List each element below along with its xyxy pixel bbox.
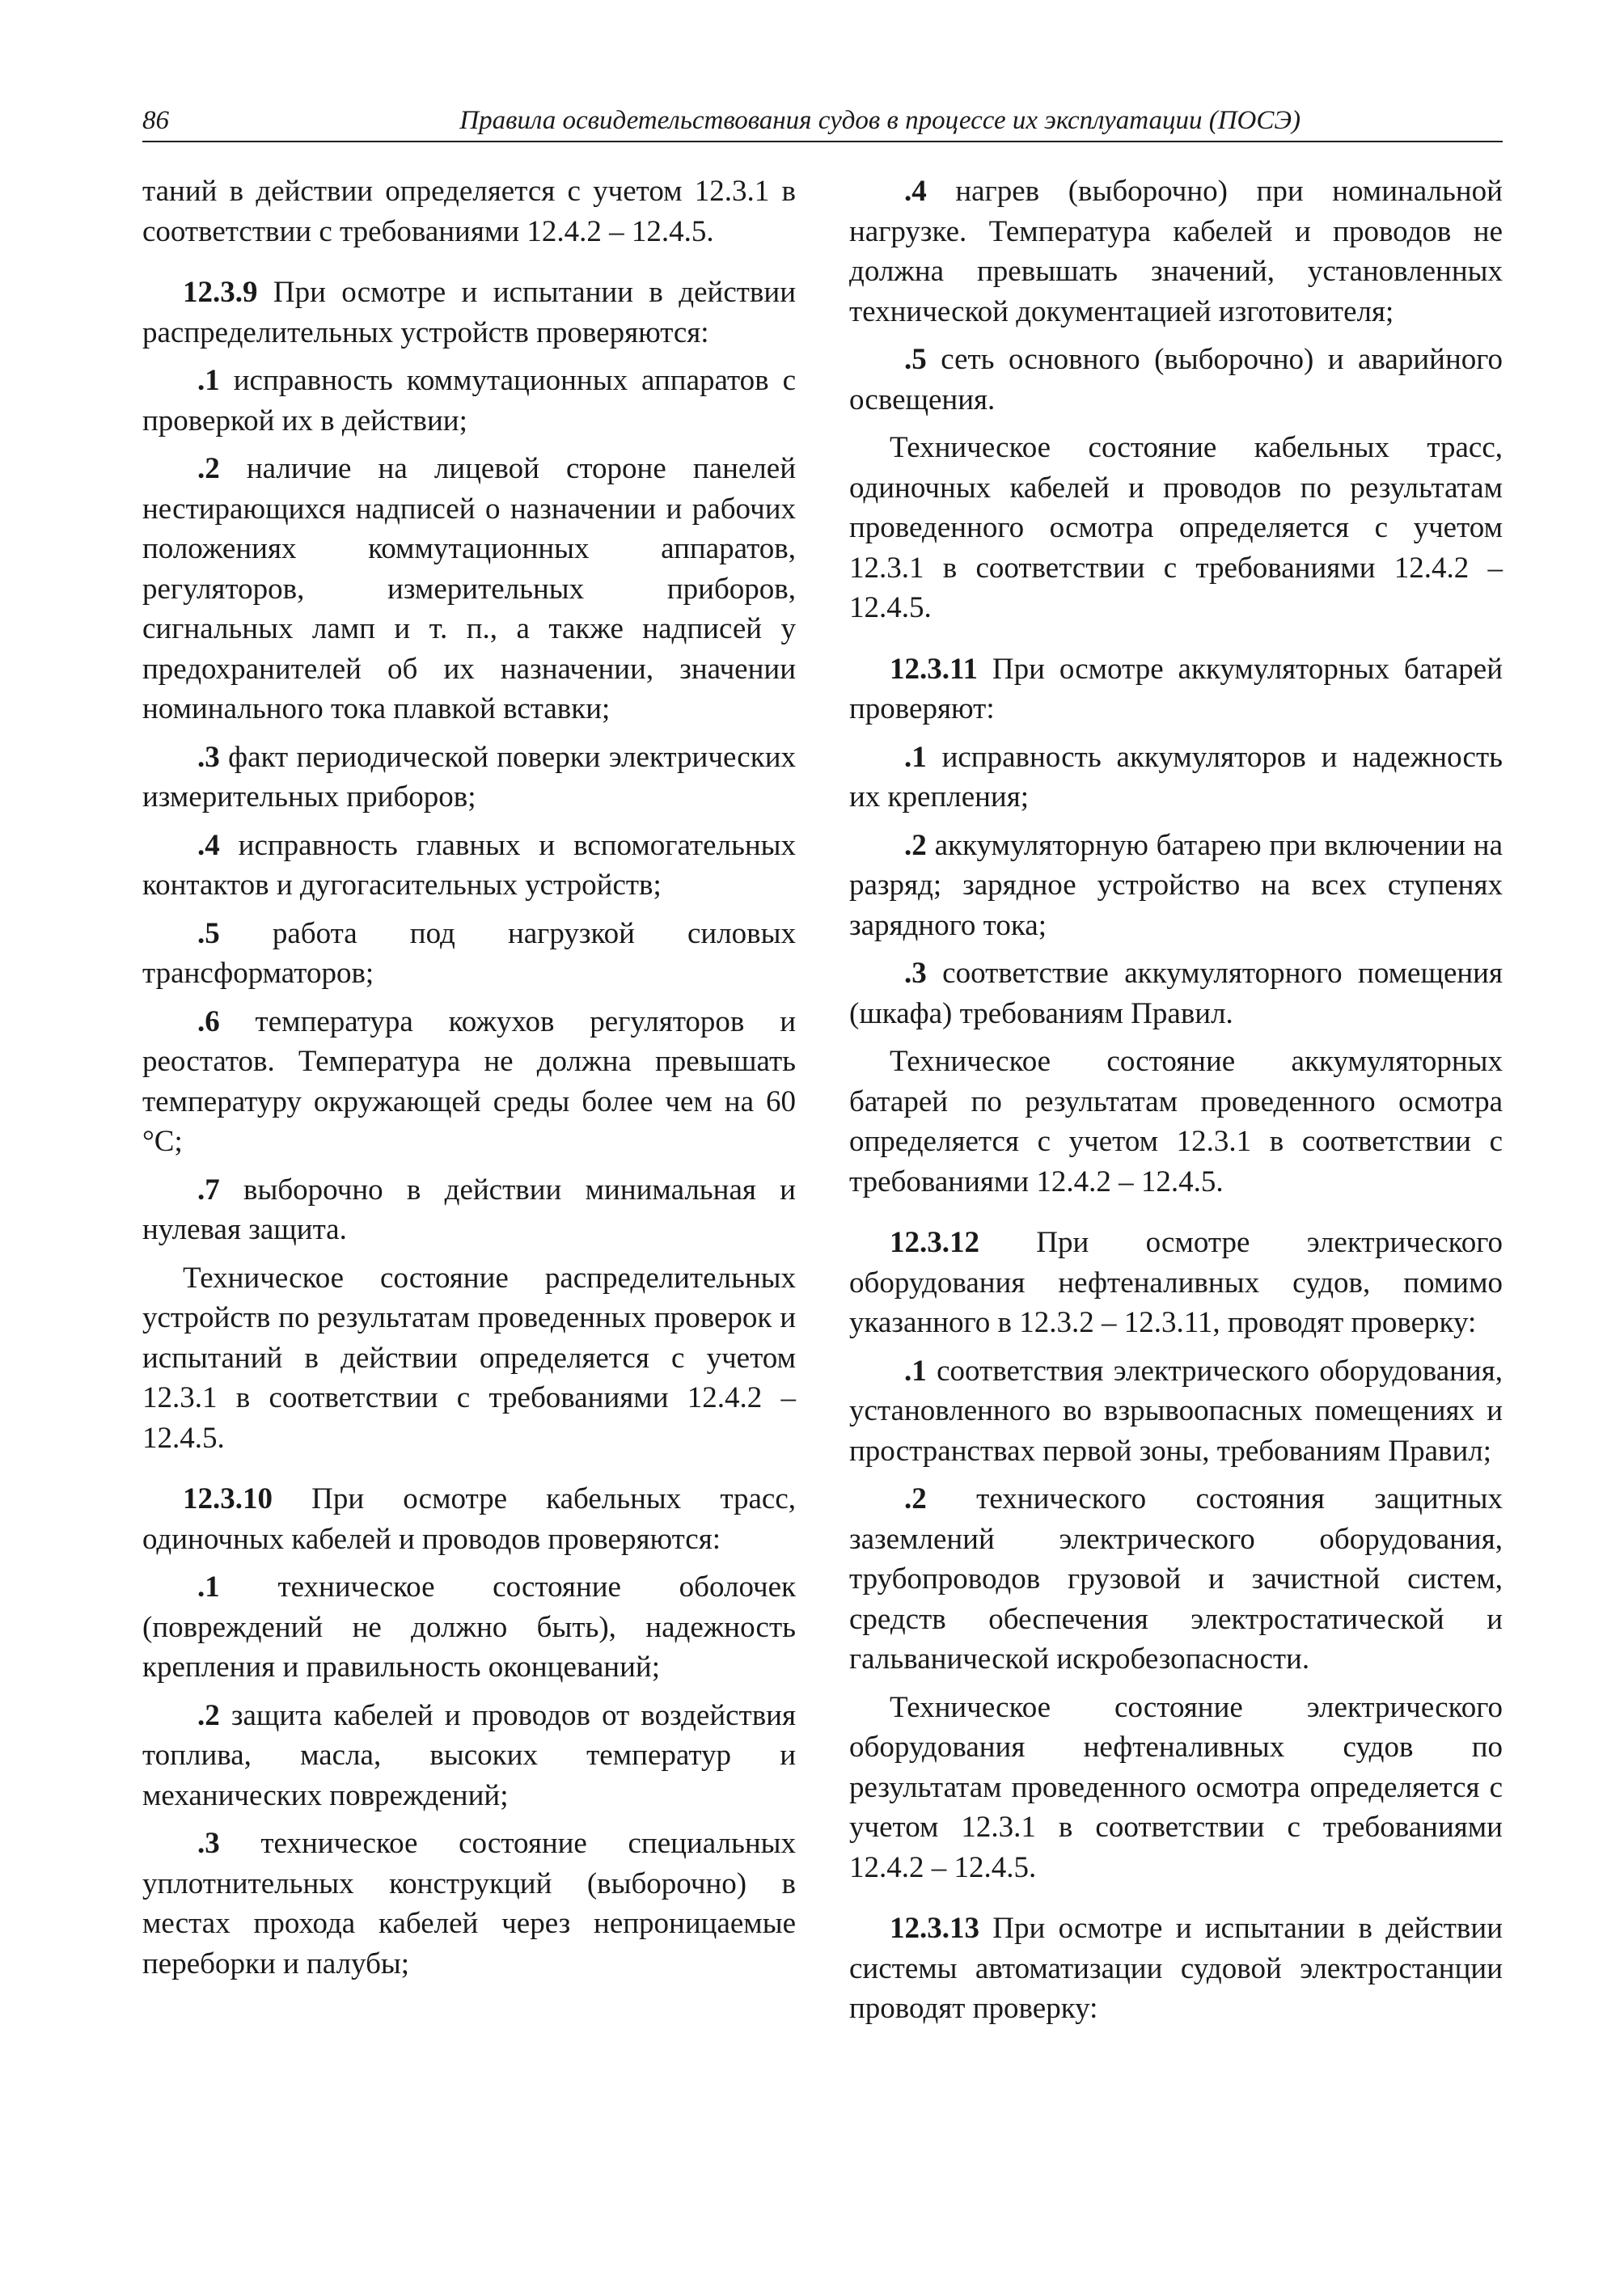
item-number: .5 — [904, 343, 927, 376]
item-number: .2 — [904, 828, 927, 862]
list-item — [142, 449, 796, 729]
paragraph-text: При осмотре и испытании в действии распределительных устройств проверяются: — [142, 276, 796, 349]
paragraph — [849, 428, 1503, 628]
paragraph-text: исправность коммутационных аппаратов с проверкой их в действии; — [142, 364, 796, 437]
running-title: Правила освидетельствования судов в процессе их эксплуатации (ПОСЭ) — [459, 106, 1300, 135]
paragraph-text: При осмотре аккумуляторных батарей проверяют: — [849, 652, 1503, 725]
paragraph-text: аккумуляторную батарею при включении на разряд; зарядное устройство на всех ступенях зарядного тока; — [849, 828, 1503, 942]
list-item — [142, 1002, 796, 1162]
paragraph-text: работа под нагрузкой силовых трансформаторов; — [142, 916, 796, 990]
list-item — [142, 914, 796, 994]
item-number: .1 — [197, 1570, 220, 1604]
list-item — [142, 1824, 796, 1984]
paragraph-text: нагрев (выборочно) при номинальной нагрузке. Температура кабелей и проводов не должна превышать значений, установленных технической документацией изготовителя; — [849, 175, 1503, 328]
right-column — [849, 171, 1503, 2037]
section-paragraph — [849, 649, 1503, 729]
item-number: .3 — [197, 1827, 220, 1860]
item-number: .6 — [197, 1004, 220, 1038]
paragraph-text: исправность главных и вспомогательных контактов и дугогасительных устройств; — [142, 828, 796, 902]
item-number: .7 — [197, 1173, 220, 1207]
list-item — [142, 826, 796, 906]
paragraph-text: температура кожухов регуляторов и реостатов. Температура не должна превышать температуру окружающей среды более чем на 60 °С; — [142, 1004, 796, 1158]
list-item — [849, 738, 1503, 818]
item-number: .3 — [904, 957, 927, 990]
paragraph-text: Техническое состояние аккумуляторных батарей по результатам проведенного осмотра определяется с учетом 12.3.1 в соответствии с требованиями 12.4.2 – 12.4.5. — [849, 1045, 1503, 1198]
item-number: .4 — [197, 828, 220, 862]
section-paragraph — [142, 1479, 796, 1559]
list-item — [849, 826, 1503, 946]
paragraph-text: технического состояния защитных заземлений электрического оборудования, трубопроводов грузовой и зачистной систем, средств обеспечения электростатической и гальванической искробезопасности. — [849, 1482, 1503, 1676]
list-item — [849, 953, 1503, 1033]
item-number: .1 — [904, 1354, 927, 1388]
paragraph-text: техническое состояние специальных уплотнительных конструкций (выборочно) в местах прохода кабелей через непроницаемые переборки и палубы; — [142, 1827, 796, 1980]
list-item — [142, 738, 796, 818]
paragraph — [849, 1042, 1503, 1202]
list-item — [849, 171, 1503, 332]
paragraph-text: При осмотре электрического оборудования нефтеналивных судов, помимо указанного в 12.3.2 – 12.3.11, проводят проверку: — [849, 1226, 1503, 1339]
paragraph-text: наличие на лицевой стороне панелей нестирающихся надписей о назначении и рабочих положениях коммутационных аппаратов, регуляторов, измерительных приборов, сигнальных ламп и т. п., а также надписей у предохранителей об их назначении, значении номинального тока плавкой вставки; — [142, 452, 796, 725]
item-number: .5 — [197, 916, 220, 950]
paragraph-text: защита кабелей и проводов от воздействия топлива, масла, высоких температур и механических повреждений; — [142, 1698, 796, 1812]
item-number: .3 — [197, 740, 220, 774]
item-number: .2 — [197, 452, 220, 485]
paragraph-text: факт периодической поверки электрических измерительных приборов; — [142, 740, 796, 814]
paragraph — [849, 1688, 1503, 1888]
paragraph-text: Техническое состояние электрического оборудования нефтеналивных судов по результатам проведенного осмотра определяется с учетом 12.3.1 в соответствии с требованиями 12.4.2 – 12.4.5. — [849, 1690, 1503, 1884]
paragraph — [142, 1258, 796, 1459]
paragraph-text: техническое состояние оболочек (повреждений не должно быть), надежность крепления и правильность оконцеваний; — [142, 1570, 796, 1684]
list-item — [142, 361, 796, 441]
item-number: 12.3.13 — [890, 1912, 979, 1945]
item-number: 12.3.12 — [890, 1226, 979, 1259]
paragraph-text: сеть основного (выборочно) и аварийного освещения. — [849, 343, 1503, 416]
list-item — [142, 1170, 796, 1250]
list-item — [142, 1696, 796, 1816]
section-paragraph — [849, 1223, 1503, 1343]
paragraph-text: выборочно в действии минимальная и нулевая защита. — [142, 1173, 796, 1246]
item-number: .2 — [904, 1482, 927, 1515]
paragraph-text: При осмотре кабельных трасс, одиночных кабелей и проводов проверяются: — [142, 1482, 796, 1556]
paragraph — [142, 171, 796, 252]
item-number: 12.3.11 — [890, 652, 978, 686]
paragraph-text: соответствия электрического оборудования, установленного во взрывоопасных помещениях и пространствах первой зоны, требованиям Правил; — [849, 1354, 1503, 1468]
page-number: 86 — [142, 106, 169, 135]
item-number: 12.3.10 — [183, 1482, 273, 1515]
paragraph-text: таний в действии определяется с учетом 12.3.1 в соответствии с требованиями 12.4.2 – 12.4.5. — [142, 175, 796, 248]
paragraph-text: Техническое состояние распределительных устройств по результатам проведенных проверок и испытаний в действии определяется с учетом 12.3.1 в соответствии с требованиями 12.4.2 – 12.4.5. — [142, 1261, 796, 1455]
item-number: .1 — [197, 364, 220, 397]
paragraph-text: исправность аккумуляторов и надежность их крепления; — [849, 740, 1503, 814]
page-header — [142, 102, 1503, 142]
section-paragraph — [142, 273, 796, 353]
paragraph-text: При осмотре и испытании в действии системы автоматизации судовой электростанции проводят проверку: — [849, 1912, 1503, 2025]
paragraph-text: Техническое состояние кабельных трасс, одиночных кабелей и проводов по результатам проведенного осмотра определяется с учетом 12.3.1 в соответствии с требованиями 12.4.2 – 12.4.5. — [849, 431, 1503, 624]
item-number: .1 — [904, 740, 927, 774]
item-number: .4 — [904, 175, 927, 208]
item-number: 12.3.9 — [183, 276, 258, 309]
list-item — [849, 1479, 1503, 1680]
list-item — [142, 1567, 796, 1688]
left-column — [142, 171, 796, 1992]
list-item — [849, 340, 1503, 420]
item-number: .2 — [197, 1698, 220, 1732]
paragraph-text: соответствие аккумуляторного помещения (шкафа) требованиям Правил. — [849, 957, 1503, 1030]
list-item — [849, 1351, 1503, 1472]
section-paragraph — [849, 1908, 1503, 2029]
